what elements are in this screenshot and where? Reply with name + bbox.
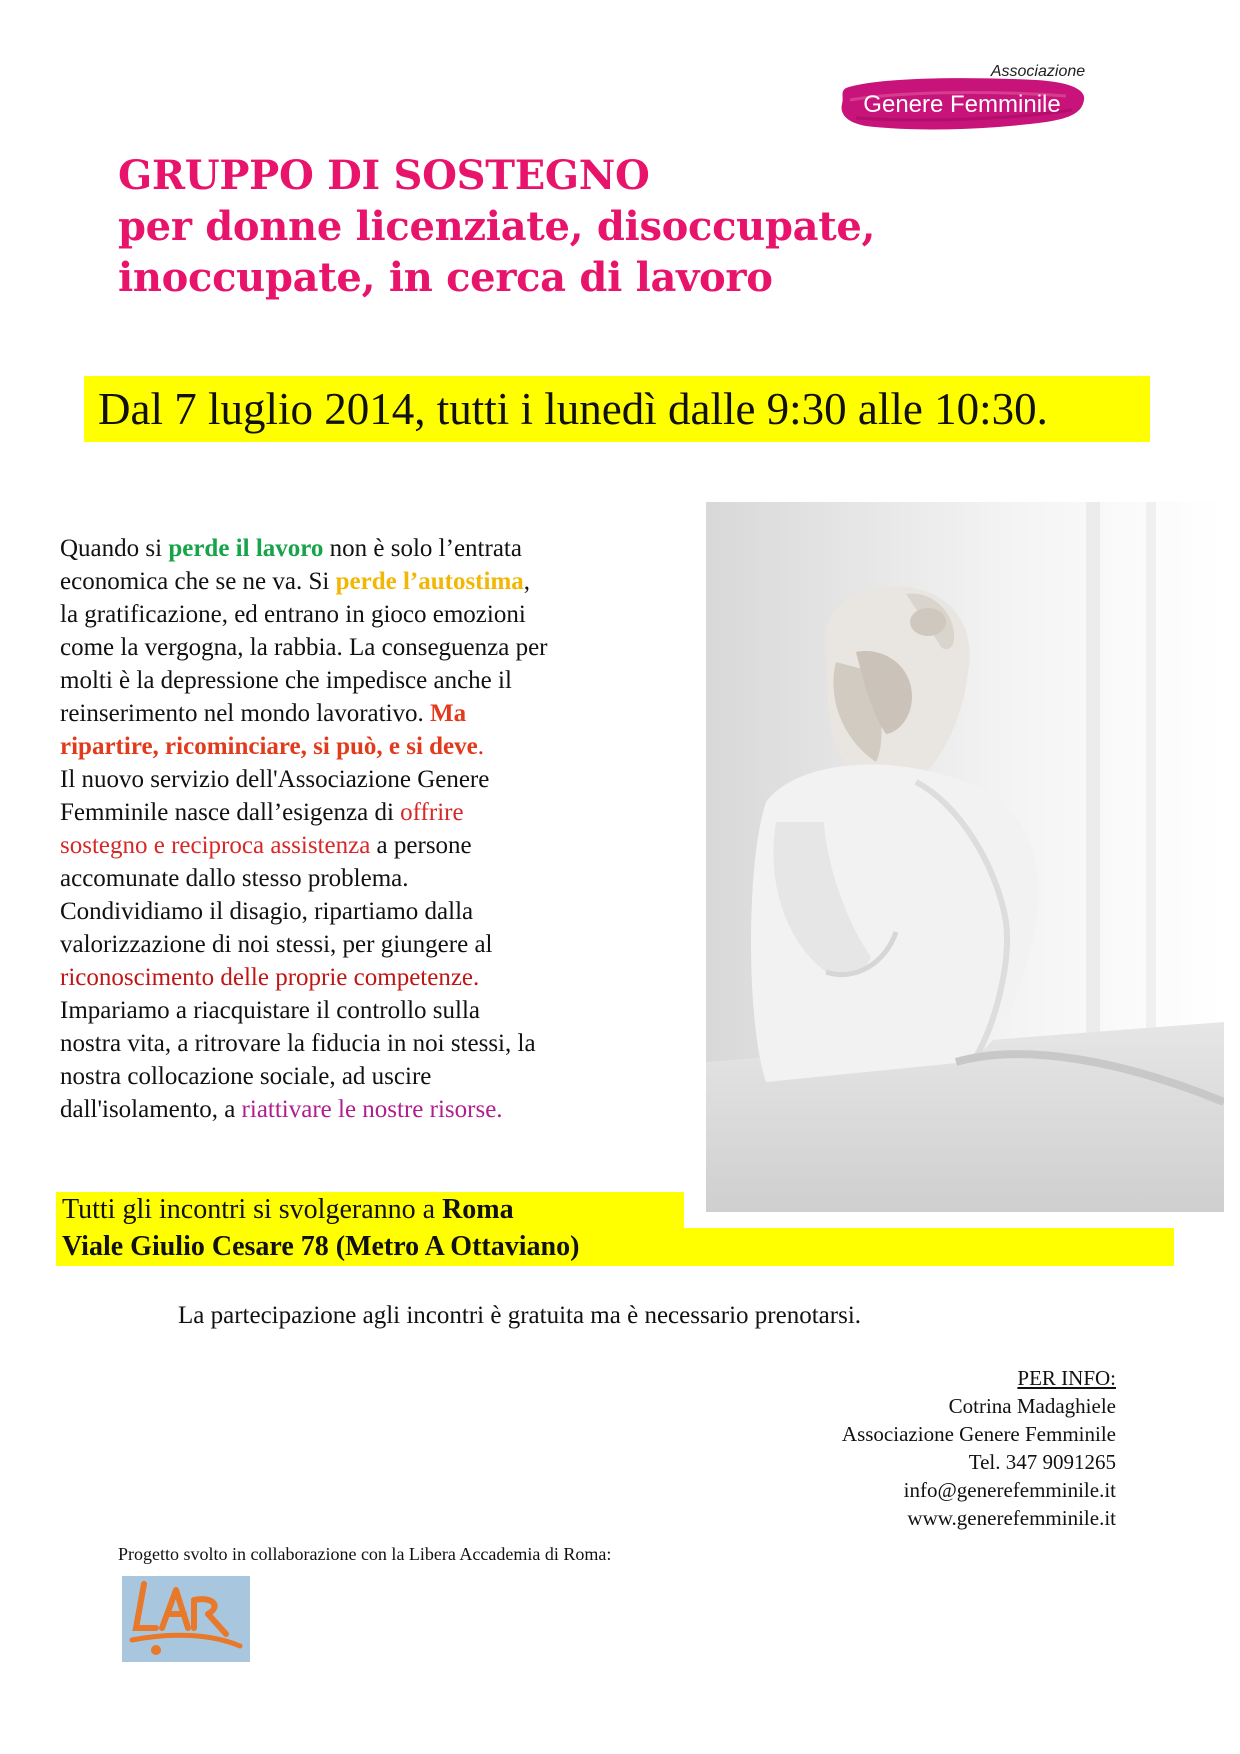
svg-text:LAR: LAR bbox=[184, 1659, 188, 1661]
highlight-sostegno: sostegno e reciproca assistenza bbox=[60, 832, 371, 859]
highlight-perde-il-lavoro: perde il lavoro bbox=[168, 535, 324, 562]
highlight-ripartire: ripartire, ricominciare, si può, e si deve bbox=[60, 733, 478, 760]
lar-logo bbox=[122, 1576, 250, 1662]
location-address: Viale Giulio Cesare 78 (Metro A Ottaviano) bbox=[62, 1231, 580, 1262]
page-title bbox=[118, 150, 1118, 303]
location-intro: Tutti gli incontri si svolgeranno a Roma bbox=[62, 1194, 514, 1225]
contact-org: Associazione Genere Femminile bbox=[841, 1422, 1116, 1446]
title-line-3: inoccupate, in cerca di lavoro bbox=[118, 254, 773, 301]
logo-top-text: Associazione bbox=[990, 63, 1086, 80]
woman-photo bbox=[706, 502, 1224, 1212]
highlight-perde-autostima: perde l’autostima bbox=[335, 568, 524, 595]
logo-main-text: Genere Femminile bbox=[863, 91, 1061, 118]
participation-note: La partecipazione agli incontri è gratuita ma è necessario prenotarsi. bbox=[178, 1302, 862, 1329]
collaboration-note: Progetto svolto in collaborazione con la Libera Accademia di Roma: bbox=[118, 1544, 612, 1564]
title-line-1: GRUPPO DI SOSTEGNO bbox=[118, 152, 650, 199]
contact-website[interactable]: www.generefemminile.it bbox=[907, 1506, 1116, 1530]
contact-block bbox=[616, 1364, 1116, 1532]
schedule-text: Dal 7 luglio 2014, tutti i lunedì dalle 9:30 alle 10:30. bbox=[98, 384, 1048, 434]
highlight-riconoscimento: riconoscimento delle proprie competenze. bbox=[60, 964, 480, 991]
contact-heading: PER INFO: bbox=[1017, 1366, 1116, 1390]
contact-phone[interactable]: Tel. 347 9091265 bbox=[968, 1450, 1116, 1474]
contact-email[interactable]: info@generefemminile.it bbox=[903, 1478, 1116, 1502]
title-line-2: per donne licenziate, disoccupate, bbox=[118, 203, 876, 250]
highlight-riattivare: riattivare le nostre risorse. bbox=[241, 1096, 503, 1123]
body-paragraph: Quando si perde il lavoro non è solo l’entrata economica che se ne va. Si perde l’autostima, la gratificazione, ed entrano in gioco emozioni come la vergogna, la rabbia. La conseguenza per molti è la depressione che impedisce anche il reinserimento nel mondo lavorativo. Ma ripartire, ricominciare, si può, e si deve. Il nuovo servizio dell'Associazione Genere Femminile nasce dall’esigenza di offrire sostegno e reciproca assistenza a persone accomunate dallo stesso problema. Condividiamo il disagio, ripartiamo dalla valorizzazione di noi stessi, per giungere al riconoscimento delle proprie competenze. Impariamo a riacquistare il controllo sulla nostra vita, a ritrovare la fiducia in noi stessi, la nostra collocazione sociale, ad uscire dall'isolamento, a riattivare le nostre risorse. bbox=[60, 532, 700, 1126]
location-city: Roma bbox=[442, 1194, 514, 1225]
contact-name: Cotrina Madaghiele bbox=[948, 1394, 1116, 1418]
association-logo bbox=[836, 60, 1092, 150]
